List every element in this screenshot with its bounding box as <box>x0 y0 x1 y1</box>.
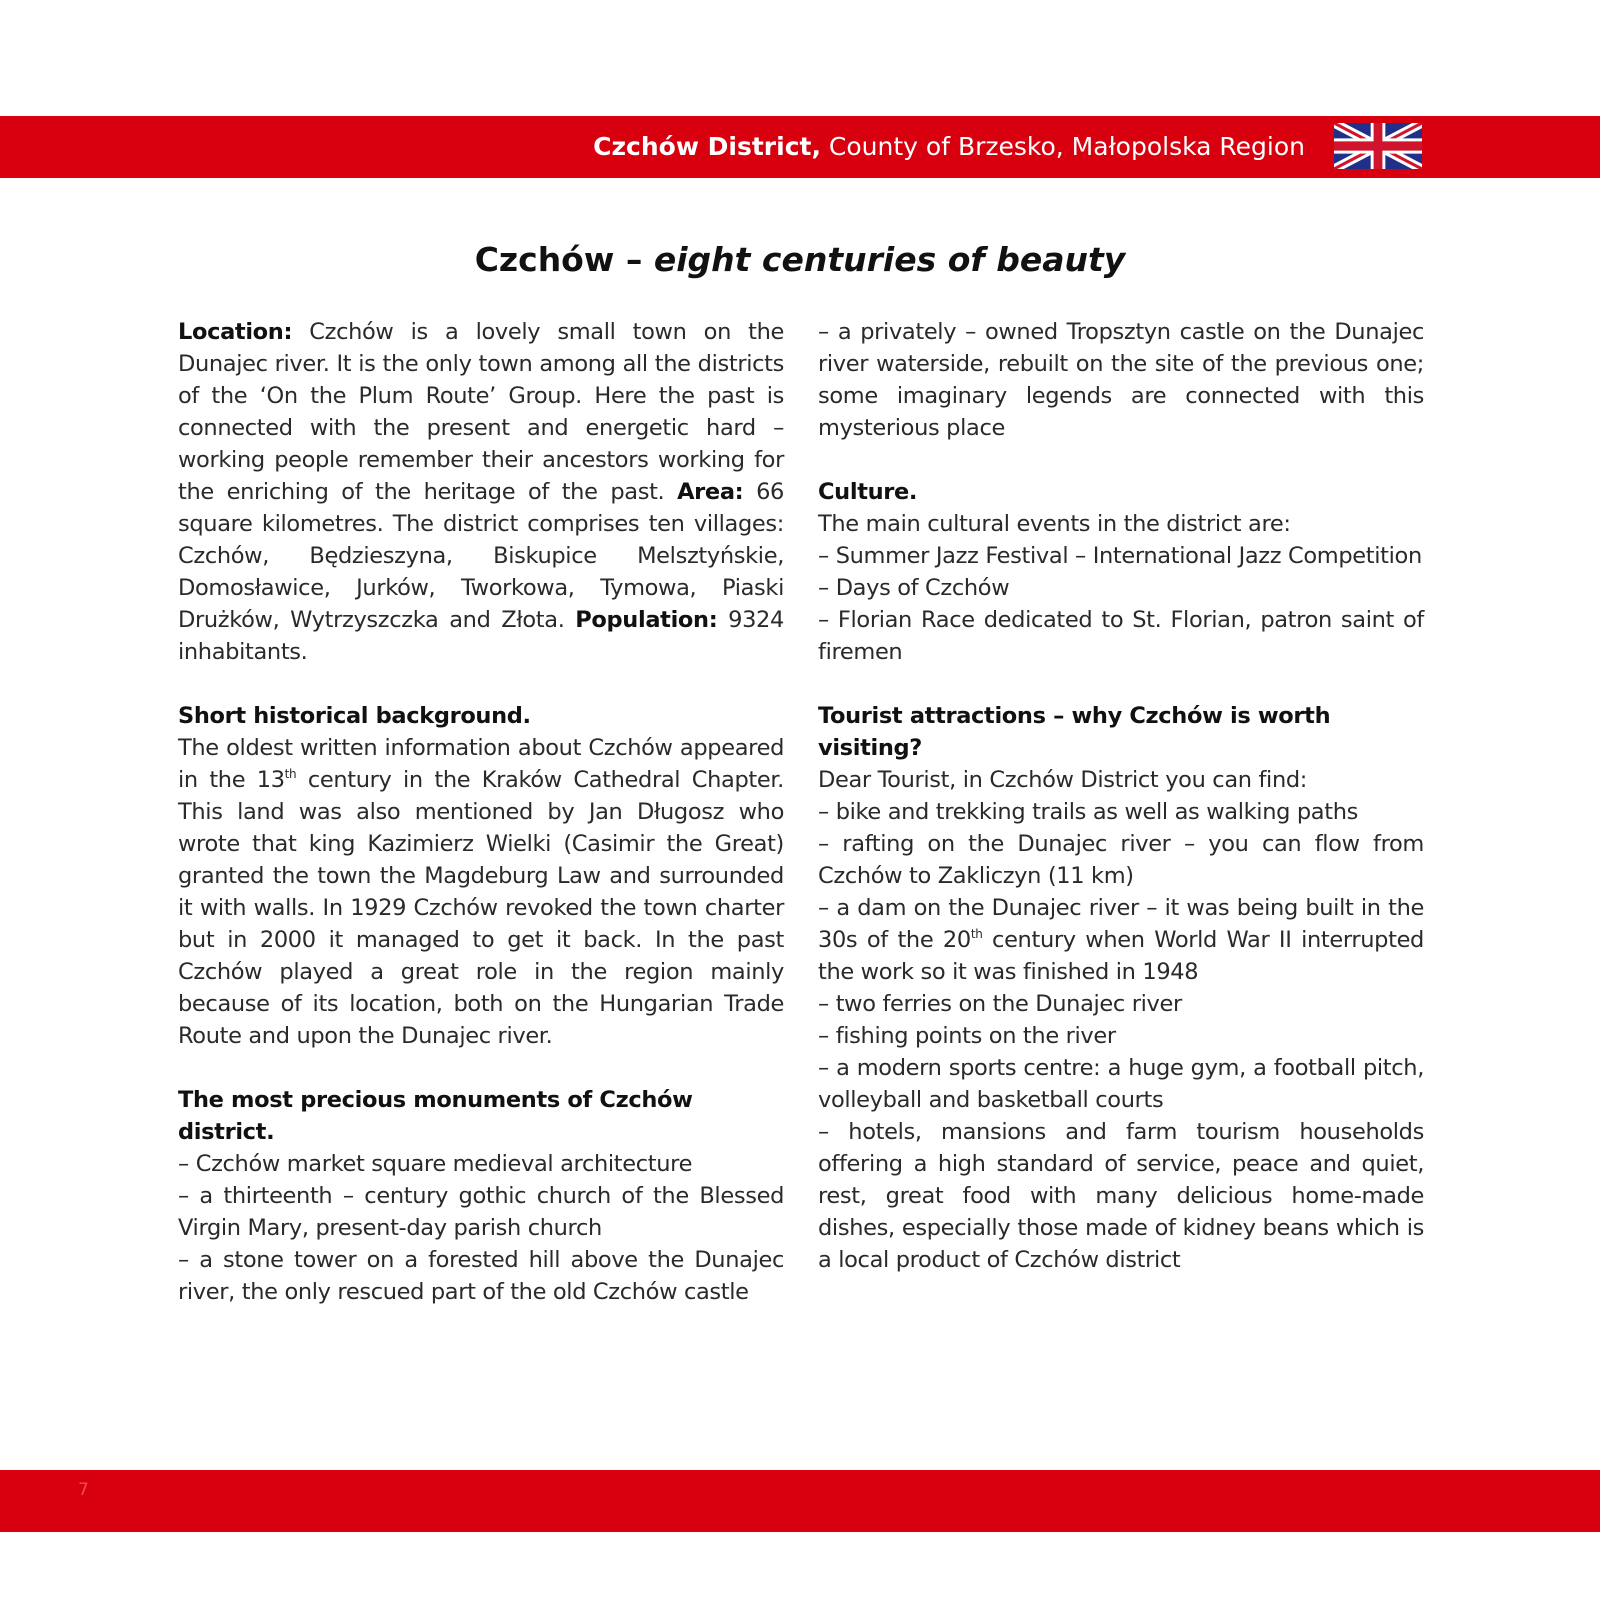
uk-flag-icon <box>1334 123 1422 169</box>
history-sup: th <box>284 767 297 781</box>
history-heading: Short historical background. <box>178 703 531 729</box>
area-text: 66 square kilometres. The district comprises ten villages: Czchów, Będzieszyna, Biskupice Melsztyńskie, Domosławice, Jurków, Tworkowa, Tymowa, Piaski Drużków, Wytrzyszczka and Złota. <box>178 479 785 633</box>
list-item: – bike and trekking trails as well as walking paths <box>818 799 1358 825</box>
list-item: – a privately – owned Tropsztyn castle on the Dunajec river waterside, rebuilt on the site of the previous one; some imaginary legends are connected with this mysterious place <box>818 319 1424 441</box>
right-column <box>818 316 1424 1276</box>
dam-sup: th <box>970 927 983 941</box>
tourist-intro: Dear Tourist, in Czchów District you can find: <box>818 767 1308 793</box>
population-text: 9324 inhabitants. <box>178 607 784 665</box>
history-text-a: The oldest written information about Czchów appeared in the 13 <box>178 735 784 793</box>
location-label: Location: <box>178 319 293 345</box>
page-number: 7 <box>78 1480 89 1500</box>
area-label: Area: <box>677 479 744 505</box>
list-item: – rafting on the Dunajec river – you can flow from Czchów to Zakliczyn (11 km) <box>818 831 1424 889</box>
title-italic: eight centuries of beauty <box>653 240 1126 279</box>
location-paragraph <box>178 316 784 668</box>
list-item: – a stone tower on a forested hill above the Dunajec river, the only rescued part of the old Czchów castle <box>178 1247 784 1305</box>
list-item: – a modern sports centre: a huge gym, a football pitch, volleyball and basketball courts <box>818 1055 1424 1113</box>
list-item: – Florian Race dedicated to St. Florian, patron saint of firemen <box>818 607 1424 665</box>
header-band <box>0 116 1600 178</box>
dam-text-b: century when World War II interrupted the work so it was finished in 1948 <box>818 927 1424 985</box>
history-paragraph <box>178 732 784 1052</box>
dam-text-a: – a dam on the Dunajec river – it was being built in the 30s of the 20 <box>818 895 1424 953</box>
header-district: Czchów District, <box>593 132 821 161</box>
list-item: – hotels, mansions and farm tourism households offering a high standard of service, peace and quiet, rest, great food with many delicious home-made dishes, especially those made of kidney beans which is a local product of Czchów district <box>818 1119 1424 1273</box>
tourist-heading: Tourist attractions – why Czchów is worth visiting? <box>818 703 1331 761</box>
page-title <box>0 240 1600 279</box>
history-text-b: century in the Kraków Cathedral Chapter. This land was also mentioned by Jan Długosz who wrote that king Kazimierz Wielki (Casimir the Great) granted the town the Magdeburg Law and surrounded it with walls. In 1929 Czchów revoked the town charter but in 2000 it managed to get it back. In the past Czchów played a great role in the region mainly because of its location, both on the Hungarian Trade Route and upon the Dunajec river. <box>178 767 784 1049</box>
list-item: – Days of Czchów <box>818 575 1010 601</box>
header-region: County of Brzesko, Małopolska Region <box>820 132 1305 161</box>
culture-heading: Culture. <box>818 479 918 505</box>
list-item: – a thirteenth – century gothic church of the Blessed Virgin Mary, present-day parish church <box>178 1183 784 1241</box>
list-item <box>818 892 1424 988</box>
list-item: – Czchów market square medieval architecture <box>178 1151 693 1177</box>
list-item: – fishing points on the river <box>818 1023 1116 1049</box>
header-title <box>593 116 1305 178</box>
title-main: Czchów – <box>474 240 654 279</box>
left-column <box>178 316 784 1308</box>
culture-intro: The main cultural events in the district are: <box>818 511 1291 537</box>
list-item: – Summer Jazz Festival – International Jazz Competition <box>818 543 1422 569</box>
population-label: Population: <box>575 607 718 633</box>
monuments-heading: The most precious monuments of Czchów district. <box>178 1087 693 1145</box>
list-item: – two ferries on the Dunajec river <box>818 991 1182 1017</box>
footer-band <box>0 1470 1600 1532</box>
location-text: Czchów is a lovely small town on the Dunajec river. It is the only town among all the districts of the ‘On the Plum Route’ Group. Here the past is connected with the present and energetic hard – working people remember their ancestors working for the enriching of the heritage of the past. <box>178 319 784 505</box>
